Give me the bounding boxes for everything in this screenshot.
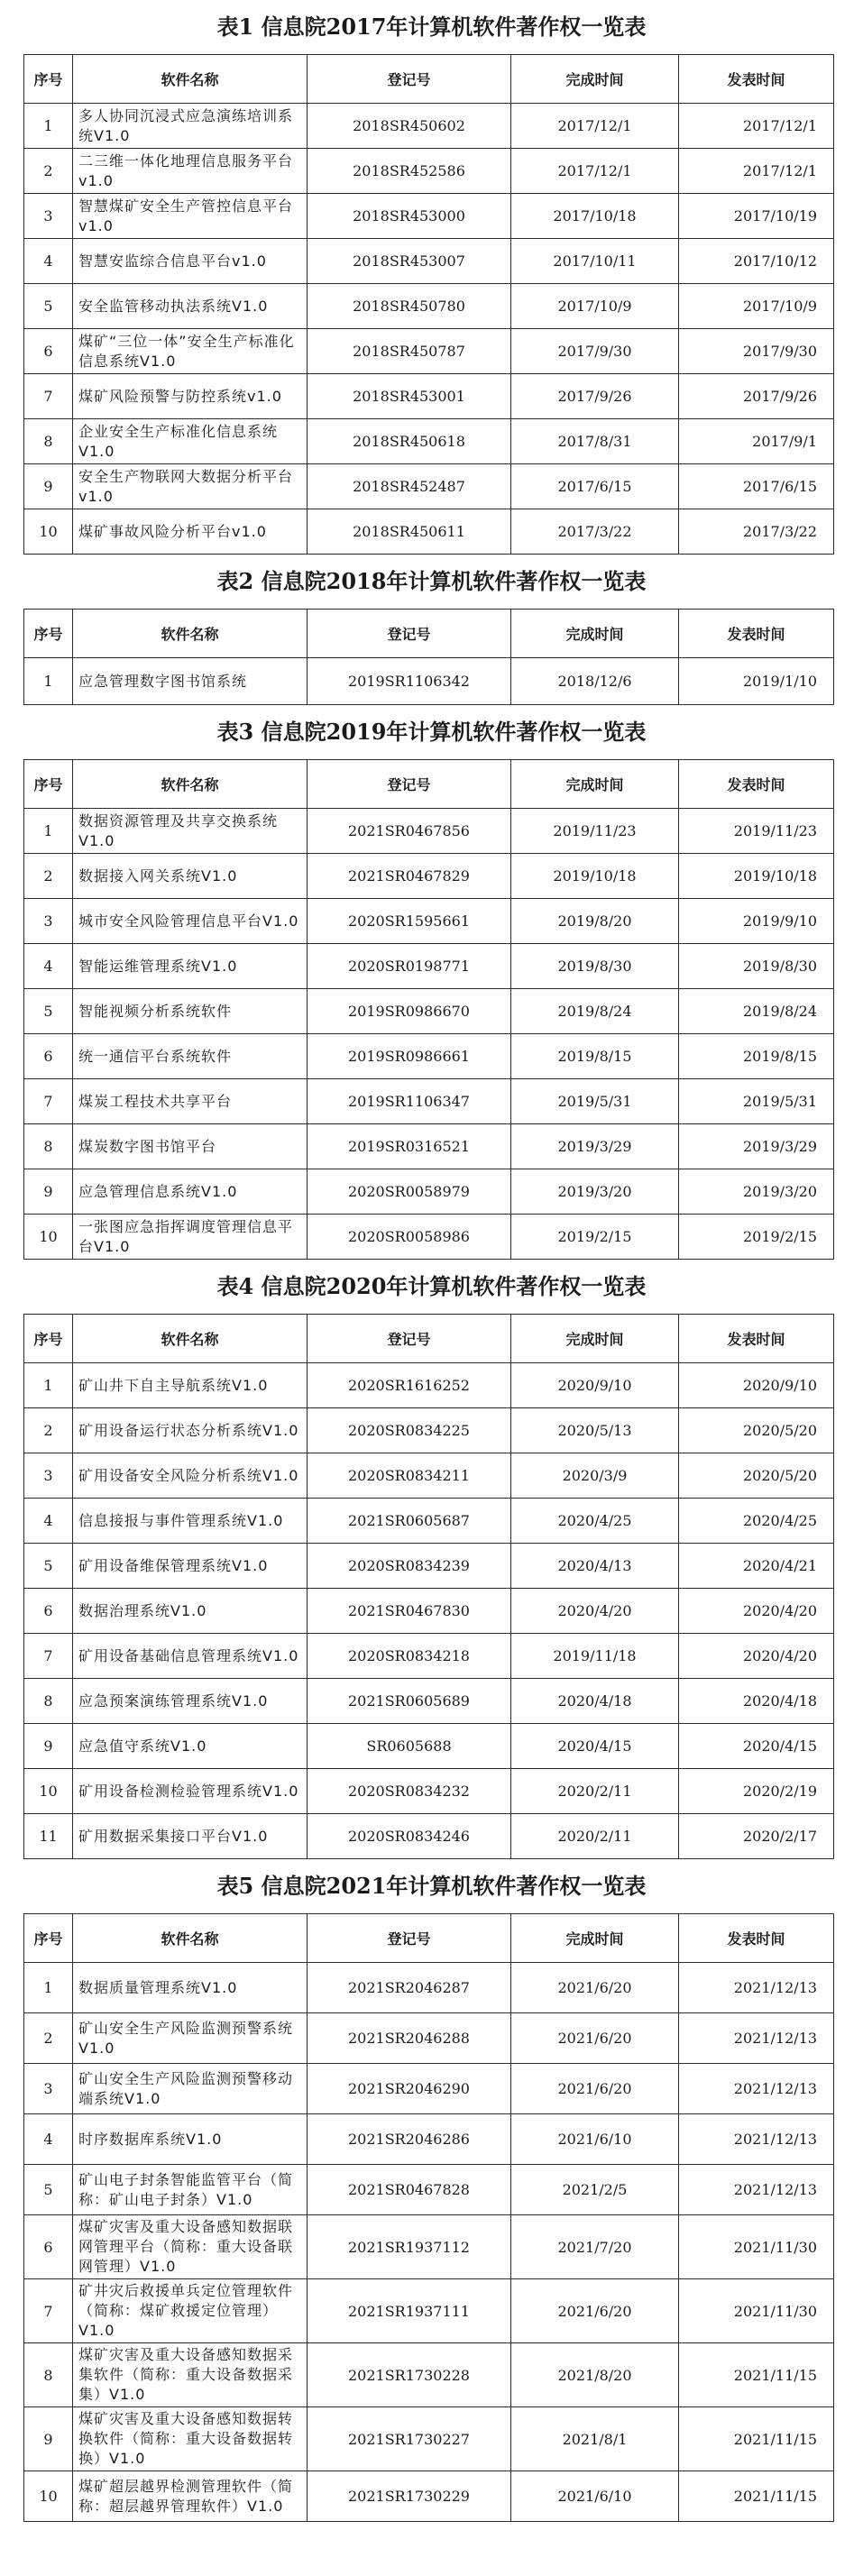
cell-index: 6 — [24, 1034, 73, 1079]
cell-name: 多人协同沉浸式应急演练培训系统V1.0 — [73, 104, 308, 149]
cell-index: 10 — [24, 2471, 73, 2522]
cell-done: 2021/6/20 — [511, 2279, 679, 2343]
cell-name: 应急管理数字图书馆系统 — [73, 658, 308, 705]
cell-index: 6 — [24, 329, 73, 374]
table-row — [24, 194, 834, 239]
cell-pub: 2019/1/10 — [679, 658, 834, 705]
cell-index: 7 — [24, 1634, 73, 1679]
cell-name: 矿用设备维保管理系统V1.0 — [73, 1544, 308, 1589]
cell-reg: 2021SR0467828 — [308, 2165, 511, 2215]
cell-name: 二三维一体化地理信息服务平台v1.0 — [73, 149, 308, 194]
cell-done: 2021/7/20 — [511, 2215, 679, 2279]
cell-name: 煤矿灾害及重大设备感知数据转换软件（简称：重大设备数据转换）V1.0 — [73, 2407, 308, 2471]
cell-reg: 2018SR453007 — [308, 239, 511, 284]
cell-reg: 2020SR0834225 — [308, 1408, 511, 1453]
cell-index: 10 — [24, 509, 73, 555]
cell-done: 2017/10/11 — [511, 239, 679, 284]
cell-pub: 2019/8/24 — [679, 989, 834, 1034]
cell-pub: 2020/2/19 — [679, 1769, 834, 1814]
cell-index: 3 — [24, 194, 73, 239]
copyright-table — [23, 54, 834, 555]
cell-name: 统一通信平台系统软件 — [73, 1034, 308, 1079]
cell-name: 煤矿“三位一体”安全生产标准化信息系统V1.0 — [73, 329, 308, 374]
cell-done: 2021/8/1 — [511, 2407, 679, 2471]
table-row — [24, 1724, 834, 1769]
column-header-reg: 登记号 — [308, 760, 511, 809]
cell-name: 矿井灾后救援单兵定位管理软件（简称：煤矿救援定位管理）V1.0 — [73, 2279, 308, 2343]
cell-name: 应急预案演练管理系统V1.0 — [73, 1679, 308, 1724]
cell-pub: 2021/11/15 — [679, 2407, 834, 2471]
table-row — [24, 239, 834, 284]
cell-reg: 2021SR1937112 — [308, 2215, 511, 2279]
cell-reg: 2021SR1937111 — [308, 2279, 511, 2343]
table-row — [24, 1634, 834, 1679]
cell-reg: 2019SR0316521 — [308, 1124, 511, 1169]
cell-done: 2017/10/18 — [511, 194, 679, 239]
cell-pub: 2021/11/30 — [679, 2215, 834, 2279]
cell-name: 智慧安监综合信息平台v1.0 — [73, 239, 308, 284]
table-row — [24, 1814, 834, 1859]
table-row — [24, 1499, 834, 1544]
table-row — [24, 1589, 834, 1634]
cell-done: 2020/5/13 — [511, 1408, 679, 1453]
table-row — [24, 1544, 834, 1589]
table-row — [24, 1679, 834, 1724]
cell-name: 应急值守系统V1.0 — [73, 1724, 308, 1769]
cell-done: 2020/4/25 — [511, 1499, 679, 1544]
cell-index: 7 — [24, 374, 73, 419]
cell-name: 智慧煤矿安全生产管控信息平台v1.0 — [73, 194, 308, 239]
table-row — [24, 2471, 834, 2522]
cell-reg: 2021SR0605689 — [308, 1679, 511, 1724]
cell-name: 一张图应急指挥调度管理信息平台V1.0 — [73, 1215, 308, 1260]
cell-pub: 2021/12/13 — [679, 2114, 834, 2165]
cell-done: 2021/6/20 — [511, 2013, 679, 2064]
cell-name: 煤炭工程技术共享平台 — [73, 1079, 308, 1124]
cell-index: 9 — [24, 464, 73, 509]
cell-reg: 2018SR450787 — [308, 329, 511, 374]
cell-done: 2017/10/9 — [511, 284, 679, 329]
cell-reg: 2021SR2046290 — [308, 2064, 511, 2114]
cell-done: 2021/6/10 — [511, 2471, 679, 2522]
cell-reg: 2021SR1730229 — [308, 2471, 511, 2522]
cell-pub: 2019/3/20 — [679, 1169, 834, 1215]
cell-name: 信息接报与事件管理系统V1.0 — [73, 1499, 308, 1544]
cell-index: 6 — [24, 1589, 73, 1634]
cell-reg: 2019SR0986670 — [308, 989, 511, 1034]
cell-done: 2017/12/1 — [511, 104, 679, 149]
column-header-name: 软件名称 — [73, 1914, 308, 1963]
table-row — [24, 509, 834, 555]
cell-done: 2020/3/9 — [511, 1453, 679, 1499]
cell-index: 5 — [24, 989, 73, 1034]
header-row — [24, 760, 834, 809]
cell-name: 煤炭数字图书馆平台 — [73, 1124, 308, 1169]
table-row — [24, 1963, 834, 2013]
cell-reg: 2021SR0467829 — [308, 854, 511, 899]
table-row — [24, 2215, 834, 2279]
cell-pub: 2019/10/18 — [679, 854, 834, 899]
cell-name: 矿山安全生产风险监测预警移动端系统V1.0 — [73, 2064, 308, 2114]
cell-pub: 2020/2/17 — [679, 1814, 834, 1859]
column-header-name: 软件名称 — [73, 760, 308, 809]
cell-done: 2020/9/10 — [511, 1363, 679, 1408]
cell-reg: 2020SR0834246 — [308, 1814, 511, 1859]
copyright-table — [23, 1314, 834, 1859]
table-row — [24, 1034, 834, 1079]
column-header-index: 序号 — [24, 760, 73, 809]
cell-done: 2017/9/30 — [511, 329, 679, 374]
cell-reg: SR0605688 — [308, 1724, 511, 1769]
cell-index: 1 — [24, 104, 73, 149]
cell-pub: 2021/12/13 — [679, 2165, 834, 2215]
table-row — [24, 419, 834, 464]
cell-pub: 2020/4/18 — [679, 1679, 834, 1724]
column-header-done: 完成时间 — [511, 610, 679, 658]
cell-name: 数据质量管理系统V1.0 — [73, 1963, 308, 2013]
cell-reg: 2019SR1106347 — [308, 1079, 511, 1124]
cell-index: 2 — [24, 149, 73, 194]
cell-done: 2017/12/1 — [511, 149, 679, 194]
cell-pub: 2020/4/15 — [679, 1724, 834, 1769]
table-title: 表1 信息院2017年计算机软件著作权一览表 — [216, 14, 647, 40]
cell-reg: 2020SR1616252 — [308, 1363, 511, 1408]
cell-pub: 2021/11/15 — [679, 2343, 834, 2407]
cell-name: 煤矿风险预警与防控系统v1.0 — [73, 374, 308, 419]
cell-pub: 2017/9/30 — [679, 329, 834, 374]
cell-pub: 2020/4/21 — [679, 1544, 834, 1589]
cell-done: 2020/2/11 — [511, 1814, 679, 1859]
cell-name: 数据接入网关系统V1.0 — [73, 854, 308, 899]
copyright-table — [23, 609, 834, 705]
cell-reg: 2020SR0834218 — [308, 1634, 511, 1679]
cell-name: 智能运维管理系统V1.0 — [73, 944, 308, 989]
cell-done: 2019/2/15 — [511, 1215, 679, 1260]
table-row — [24, 104, 834, 149]
cell-reg: 2018SR453000 — [308, 194, 511, 239]
cell-reg: 2019SR1106342 — [308, 658, 511, 705]
cell-done: 2020/2/11 — [511, 1769, 679, 1814]
cell-index: 10 — [24, 1215, 73, 1260]
cell-done: 2019/8/24 — [511, 989, 679, 1034]
cell-pub: 2017/10/9 — [679, 284, 834, 329]
cell-index: 11 — [24, 1814, 73, 1859]
cell-name: 数据治理系统V1.0 — [73, 1589, 308, 1634]
cell-index: 5 — [24, 1544, 73, 1589]
cell-done: 2019/10/18 — [511, 854, 679, 899]
table-row — [24, 2064, 834, 2114]
column-header-reg: 登记号 — [308, 1315, 511, 1363]
cell-name: 矿用设备基础信息管理系统V1.0 — [73, 1634, 308, 1679]
table-row — [24, 2165, 834, 2215]
header-row — [24, 610, 834, 658]
cell-name: 矿山电子封条智能监管平台（简称：矿山电子封条）V1.0 — [73, 2165, 308, 2215]
cell-reg: 2018SR450780 — [308, 284, 511, 329]
table-row — [24, 2343, 834, 2407]
cell-index: 7 — [24, 1079, 73, 1124]
column-header-reg: 登记号 — [308, 610, 511, 658]
cell-pub: 2021/12/13 — [679, 2064, 834, 2114]
header-row — [24, 1315, 834, 1363]
cell-done: 2019/8/20 — [511, 899, 679, 944]
column-header-pub: 发表时间 — [679, 610, 834, 658]
table-row — [24, 329, 834, 374]
cell-pub: 2019/8/15 — [679, 1034, 834, 1079]
copyright-table — [23, 1913, 834, 2522]
cell-pub: 2017/6/15 — [679, 464, 834, 509]
cell-pub: 2019/8/30 — [679, 944, 834, 989]
cell-pub: 2020/4/25 — [679, 1499, 834, 1544]
cell-index: 3 — [24, 2064, 73, 2114]
column-header-done: 完成时间 — [511, 1914, 679, 1963]
cell-reg: 2021SR2046288 — [308, 2013, 511, 2064]
cell-reg: 2018SR452586 — [308, 149, 511, 194]
table-row — [24, 1215, 834, 1260]
cell-index: 1 — [24, 1963, 73, 2013]
cell-index: 9 — [24, 2407, 73, 2471]
cell-name: 安全生产物联网大数据分析平台v1.0 — [73, 464, 308, 509]
cell-reg: 2020SR0058979 — [308, 1169, 511, 1215]
table-title: 表3 信息院2019年计算机软件著作权一览表 — [216, 719, 647, 745]
cell-reg: 2020SR0834211 — [308, 1453, 511, 1499]
cell-reg: 2020SR0058986 — [308, 1215, 511, 1260]
cell-done: 2019/3/20 — [511, 1169, 679, 1215]
cell-done: 2017/9/26 — [511, 374, 679, 419]
cell-pub: 2017/12/1 — [679, 104, 834, 149]
cell-index: 8 — [24, 1679, 73, 1724]
cell-done: 2021/6/20 — [511, 1963, 679, 2013]
cell-pub: 2019/5/31 — [679, 1079, 834, 1124]
cell-reg: 2020SR1595661 — [308, 899, 511, 944]
cell-index: 6 — [24, 2215, 73, 2279]
cell-reg: 2018SR450618 — [308, 419, 511, 464]
table-title: 表5 信息院2021年计算机软件著作权一览表 — [216, 1873, 647, 1899]
cell-done: 2019/3/29 — [511, 1124, 679, 1169]
table-row — [24, 899, 834, 944]
cell-pub: 2017/10/12 — [679, 239, 834, 284]
table-row — [24, 2013, 834, 2064]
table-row — [24, 854, 834, 899]
cell-pub: 2019/3/29 — [679, 1124, 834, 1169]
cell-index: 9 — [24, 1724, 73, 1769]
cell-index: 2 — [24, 2013, 73, 2064]
table-row — [24, 1079, 834, 1124]
cell-done: 2019/8/30 — [511, 944, 679, 989]
table-row — [24, 1408, 834, 1453]
table-title: 表2 信息院2018年计算机软件著作权一览表 — [216, 568, 647, 594]
cell-pub: 2020/5/20 — [679, 1408, 834, 1453]
cell-pub: 2017/3/22 — [679, 509, 834, 555]
cell-reg: 2021SR2046287 — [308, 1963, 511, 2013]
cell-pub: 2019/2/15 — [679, 1215, 834, 1260]
cell-reg: 2021SR1730228 — [308, 2343, 511, 2407]
cell-reg: 2018SR453001 — [308, 374, 511, 419]
cell-index: 7 — [24, 2279, 73, 2343]
cell-pub: 2021/11/15 — [679, 2471, 834, 2522]
cell-index: 8 — [24, 2343, 73, 2407]
cell-done: 2021/6/20 — [511, 2064, 679, 2114]
cell-index: 4 — [24, 1499, 73, 1544]
cell-done: 2018/12/6 — [511, 658, 679, 705]
cell-pub: 2019/9/10 — [679, 899, 834, 944]
cell-index: 4 — [24, 239, 73, 284]
cell-pub: 2017/12/1 — [679, 149, 834, 194]
cell-reg: 2020SR0834232 — [308, 1769, 511, 1814]
cell-index: 1 — [24, 658, 73, 705]
cell-name: 矿用设备运行状态分析系统V1.0 — [73, 1408, 308, 1453]
cell-reg: 2021SR0605687 — [308, 1499, 511, 1544]
table-row — [24, 284, 834, 329]
cell-reg: 2018SR450611 — [308, 509, 511, 555]
cell-done: 2019/11/18 — [511, 1634, 679, 1679]
table-row — [24, 1769, 834, 1814]
column-header-done: 完成时间 — [511, 1315, 679, 1363]
cell-name: 矿用设备安全风险分析系统V1.0 — [73, 1453, 308, 1499]
cell-pub: 2017/9/26 — [679, 374, 834, 419]
cell-name: 煤矿灾害及重大设备感知数据联网管理平台（简称：重大设备联网管理）V1.0 — [73, 2215, 308, 2279]
column-header-done: 完成时间 — [511, 55, 679, 104]
cell-reg: 2021SR0467830 — [308, 1589, 511, 1634]
cell-pub: 2020/9/10 — [679, 1363, 834, 1408]
cell-done: 2020/4/15 — [511, 1724, 679, 1769]
cell-done: 2019/8/15 — [511, 1034, 679, 1079]
cell-reg: 2021SR1730227 — [308, 2407, 511, 2471]
cell-pub: 2021/12/13 — [679, 1963, 834, 2013]
cell-done: 2021/8/20 — [511, 2343, 679, 2407]
table-row — [24, 149, 834, 194]
table-row — [24, 464, 834, 509]
cell-name: 时序数据库系统V1.0 — [73, 2114, 308, 2165]
column-header-index: 序号 — [24, 55, 73, 104]
cell-done: 2021/2/5 — [511, 2165, 679, 2215]
cell-name: 城市安全风险管理信息平台V1.0 — [73, 899, 308, 944]
cell-name: 智能视频分析系统软件 — [73, 989, 308, 1034]
table-row — [24, 1124, 834, 1169]
column-header-name: 软件名称 — [73, 610, 308, 658]
column-header-index: 序号 — [24, 1315, 73, 1363]
cell-index: 5 — [24, 284, 73, 329]
cell-done: 2020/4/20 — [511, 1589, 679, 1634]
table-row — [24, 2279, 834, 2343]
table-row — [24, 1453, 834, 1499]
column-header-pub: 发表时间 — [679, 760, 834, 809]
cell-pub: 2020/5/20 — [679, 1453, 834, 1499]
cell-name: 矿用设备检测检验管理系统V1.0 — [73, 1769, 308, 1814]
cell-done: 2019/11/23 — [511, 809, 679, 854]
cell-done: 2020/4/13 — [511, 1544, 679, 1589]
cell-pub: 2020/4/20 — [679, 1589, 834, 1634]
cell-reg: 2021SR0467856 — [308, 809, 511, 854]
table-row — [24, 2114, 834, 2165]
table-row — [24, 658, 834, 705]
cell-name: 数据资源管理及共享交换系统V1.0 — [73, 809, 308, 854]
copyright-table — [23, 759, 834, 1260]
cell-done: 2021/6/10 — [511, 2114, 679, 2165]
cell-index: 2 — [24, 1408, 73, 1453]
table-title: 表4 信息院2020年计算机软件著作权一览表 — [216, 1273, 647, 1299]
header-row — [24, 1914, 834, 1963]
cell-pub: 2019/11/23 — [679, 809, 834, 854]
column-header-name: 软件名称 — [73, 1315, 308, 1363]
cell-index: 5 — [24, 2165, 73, 2215]
table-row — [24, 989, 834, 1034]
column-header-pub: 发表时间 — [679, 55, 834, 104]
cell-reg: 2019SR0986661 — [308, 1034, 511, 1079]
cell-index: 8 — [24, 419, 73, 464]
cell-name: 矿用数据采集接口平台V1.0 — [73, 1814, 308, 1859]
cell-index: 1 — [24, 809, 73, 854]
cell-pub: 2021/11/30 — [679, 2279, 834, 2343]
cell-name: 煤矿超层越界检测管理软件（简称：超层越界管理软件）V1.0 — [73, 2471, 308, 2522]
cell-name: 煤矿灾害及重大设备感知数据采集软件（简称：重大设备数据采集）V1.0 — [73, 2343, 308, 2407]
table-row — [24, 374, 834, 419]
cell-index: 1 — [24, 1363, 73, 1408]
column-header-name: 软件名称 — [73, 55, 308, 104]
cell-name: 矿山安全生产风险监测预警系统V1.0 — [73, 2013, 308, 2064]
table-row — [24, 1363, 834, 1408]
column-header-index: 序号 — [24, 1914, 73, 1963]
table-row — [24, 2407, 834, 2471]
cell-index: 9 — [24, 1169, 73, 1215]
column-header-pub: 发表时间 — [679, 1315, 834, 1363]
cell-done: 2017/3/22 — [511, 509, 679, 555]
cell-index: 3 — [24, 1453, 73, 1499]
cell-index: 10 — [24, 1769, 73, 1814]
column-header-done: 完成时间 — [511, 760, 679, 809]
column-header-index: 序号 — [24, 610, 73, 658]
cell-name: 矿山井下自主导航系统V1.0 — [73, 1363, 308, 1408]
cell-reg: 2018SR450602 — [308, 104, 511, 149]
cell-reg: 2020SR0834239 — [308, 1544, 511, 1589]
table-row — [24, 809, 834, 854]
cell-pub: 2021/12/13 — [679, 2013, 834, 2064]
table-row — [24, 1169, 834, 1215]
cell-index: 2 — [24, 854, 73, 899]
cell-name: 安全监管移动执法系统V1.0 — [73, 284, 308, 329]
column-header-pub: 发表时间 — [679, 1914, 834, 1963]
cell-done: 2017/8/31 — [511, 419, 679, 464]
table-row — [24, 944, 834, 989]
cell-name: 企业安全生产标准化信息系统V1.0 — [73, 419, 308, 464]
header-row — [24, 55, 834, 104]
cell-done: 2020/4/18 — [511, 1679, 679, 1724]
cell-index: 4 — [24, 2114, 73, 2165]
cell-name: 煤矿事故风险分析平台v1.0 — [73, 509, 308, 555]
cell-reg: 2020SR0198771 — [308, 944, 511, 989]
cell-index: 8 — [24, 1124, 73, 1169]
column-header-reg: 登记号 — [308, 1914, 511, 1963]
cell-done: 2017/6/15 — [511, 464, 679, 509]
cell-reg: 2018SR452487 — [308, 464, 511, 509]
cell-pub: 2020/4/20 — [679, 1634, 834, 1679]
cell-pub: 2017/9/1 — [679, 419, 834, 464]
cell-name: 应急管理信息系统V1.0 — [73, 1169, 308, 1215]
cell-pub: 2017/10/19 — [679, 194, 834, 239]
cell-index: 4 — [24, 944, 73, 989]
cell-done: 2019/5/31 — [511, 1079, 679, 1124]
cell-reg: 2021SR2046286 — [308, 2114, 511, 2165]
cell-index: 3 — [24, 899, 73, 944]
column-header-reg: 登记号 — [308, 55, 511, 104]
